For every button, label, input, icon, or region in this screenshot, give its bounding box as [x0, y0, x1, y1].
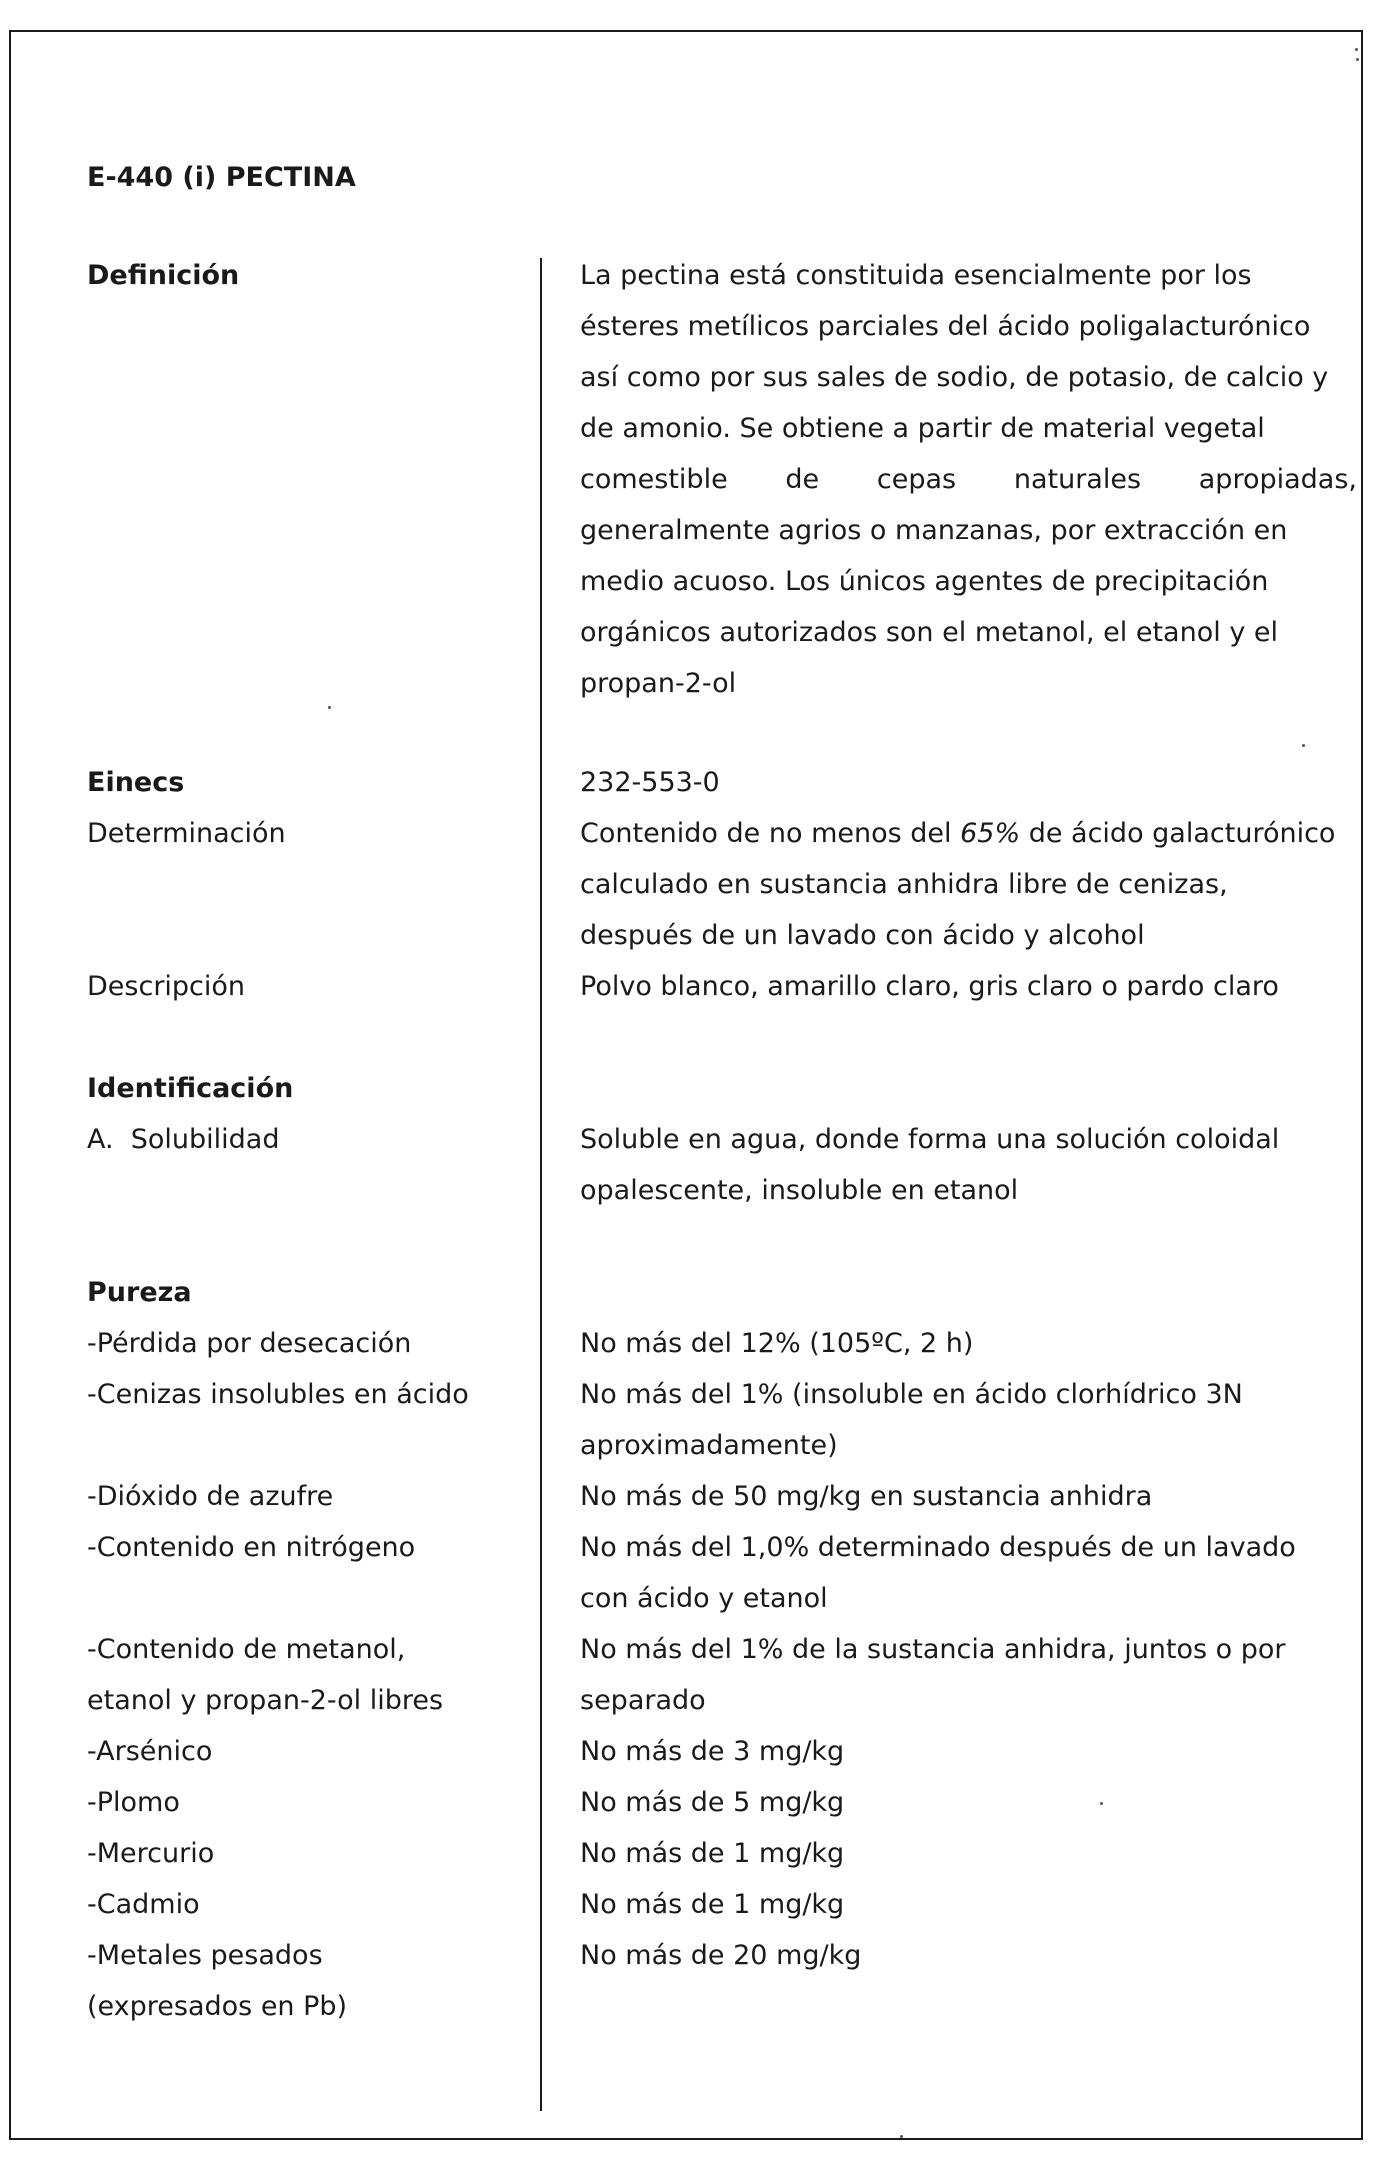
- scan-speck: [900, 2135, 903, 2138]
- descripcion-row: [87, 961, 1357, 1012]
- definicion-text: [580, 250, 1357, 709]
- text-fragment: de ácido galacturónico: [1020, 818, 1336, 849]
- solubilidad-text: [580, 1114, 1357, 1216]
- pureza-item-row: [87, 1369, 1357, 1471]
- pureza-item-row: [87, 1930, 1357, 2032]
- percent-value: 65%: [960, 818, 1021, 849]
- pureza-item-value: No más de 3 mg/kg: [580, 1736, 845, 1767]
- text-line: generalmente agrios o manzanas, por extracción en: [580, 515, 1288, 546]
- pureza-item-label: [87, 1930, 580, 2032]
- identificacion-label: Identificación: [87, 1073, 294, 1104]
- descripcion-label: Descripción: [87, 971, 246, 1002]
- einecs-value: 232-553-0: [580, 767, 720, 798]
- label-line: etanol y propan-2-ol libres: [87, 1685, 444, 1716]
- text-line: No más del 1% (insoluble en ácido clorhídrico 3N: [580, 1379, 1243, 1410]
- text-line: así como por sus sales de sodio, de potasio, de calcio y: [580, 362, 1329, 393]
- label-line: -Metales pesados: [87, 1940, 323, 1971]
- text-fragment: Contenido de no menos del: [580, 818, 961, 849]
- scan-speck: [1356, 58, 1359, 61]
- pureza-item-row: [87, 1624, 1357, 1726]
- pureza-item-label: -Dióxido de azufre: [87, 1481, 334, 1512]
- pureza-label: Pureza: [87, 1277, 192, 1308]
- pureza-item-value: No más del 12% (105ºC, 2 h): [580, 1328, 974, 1359]
- determinacion-label: Determinación: [87, 818, 286, 849]
- definicion-label: Definición: [87, 260, 240, 291]
- determinacion-text: [580, 808, 1357, 961]
- scan-speck: [1302, 744, 1305, 747]
- text-line: orgánicos autorizados son el metanol, el etanol y el: [580, 617, 1278, 648]
- text-line: después de un lavado con ácido y alcohol: [580, 920, 1145, 951]
- pureza-item-label: -Plomo: [87, 1787, 180, 1818]
- pureza-item-label: -Cenizas insolubles en ácido: [87, 1379, 469, 1410]
- pureza-item-value: [580, 1522, 1357, 1624]
- text-line: ésteres metílicos parciales del ácido poligalacturónico: [580, 311, 1311, 342]
- pureza-item-row: [87, 1318, 1357, 1369]
- text-line: La pectina está constituida esencialmente por los: [580, 260, 1252, 291]
- solubilidad-row: [87, 1114, 1357, 1216]
- text-line: opalescente, insoluble en etanol: [580, 1175, 1019, 1206]
- pureza-item-label: [87, 1624, 580, 1726]
- text-line: de amonio. Se obtiene a partir de material vegetal: [580, 413, 1265, 444]
- scan-speck: [1100, 1802, 1103, 1805]
- pureza-item-label: -Arsénico: [87, 1736, 213, 1767]
- text-line: [580, 808, 1357, 859]
- text-line: No más del 1,0% determinado después de un lavado: [580, 1532, 1296, 1563]
- pureza-item-value: No más de 50 mg/kg en sustancia anhidra: [580, 1481, 1153, 1512]
- pureza-item-value: No más de 1 mg/kg: [580, 1889, 845, 1920]
- text-line: Soluble en agua, donde forma una solución coloidal: [580, 1124, 1280, 1155]
- pureza-item-label: -Cadmio: [87, 1889, 200, 1920]
- pureza-item-value: [580, 1624, 1357, 1726]
- pureza-item-row: [87, 1522, 1357, 1624]
- identificacion-header-row: [87, 1063, 1357, 1114]
- determinacion-row: [87, 808, 1357, 961]
- pureza-item-row: [87, 1471, 1357, 1522]
- pureza-item-row: [87, 1726, 1357, 1777]
- label-line: (expresados en Pb): [87, 1991, 348, 2022]
- scan-speck: [328, 706, 331, 709]
- einecs-label: Einecs: [87, 767, 185, 798]
- pureza-item-label: -Pérdida por desecación: [87, 1328, 412, 1359]
- pureza-item-value: No más de 5 mg/kg: [580, 1787, 845, 1818]
- pureza-item-value: [580, 1369, 1357, 1471]
- text-line: comestible de cepas naturales apropiadas,: [580, 464, 1357, 495]
- descripcion-value: Polvo blanco, amarillo claro, gris claro o pardo claro: [580, 971, 1279, 1002]
- document-title: E-440 (i) PECTINA: [87, 162, 356, 193]
- pureza-item-value: No más de 1 mg/kg: [580, 1838, 845, 1869]
- text-line: calculado en sustancia anhidra libre de cenizas,: [580, 869, 1228, 900]
- scan-speck: [1355, 48, 1358, 51]
- pureza-item-label: -Contenido en nitrógeno: [87, 1532, 416, 1563]
- text-line: separado: [580, 1685, 706, 1716]
- label-line: -Contenido de metanol,: [87, 1634, 406, 1665]
- pureza-item-value: No más de 20 mg/kg: [580, 1940, 862, 1971]
- text-line: medio acuoso. Los únicos agentes de precipitación: [580, 566, 1269, 597]
- text-line: aproximadamente): [580, 1430, 838, 1461]
- pureza-item-row: [87, 1828, 1357, 1879]
- pureza-item-row: [87, 1777, 1357, 1828]
- pureza-item-row: [87, 1879, 1357, 1930]
- text-line: propan-2-ol: [580, 668, 737, 699]
- pureza-item-label: -Mercurio: [87, 1838, 215, 1869]
- text-line: con ácido y etanol: [580, 1583, 828, 1614]
- solubilidad-label: A. Solubilidad: [87, 1124, 280, 1155]
- definicion-row: [87, 250, 1357, 709]
- text-line: No más del 1% de la sustancia anhidra, juntos o por: [580, 1634, 1286, 1665]
- einecs-row: [87, 757, 1357, 808]
- pureza-header-row: [87, 1267, 1357, 1318]
